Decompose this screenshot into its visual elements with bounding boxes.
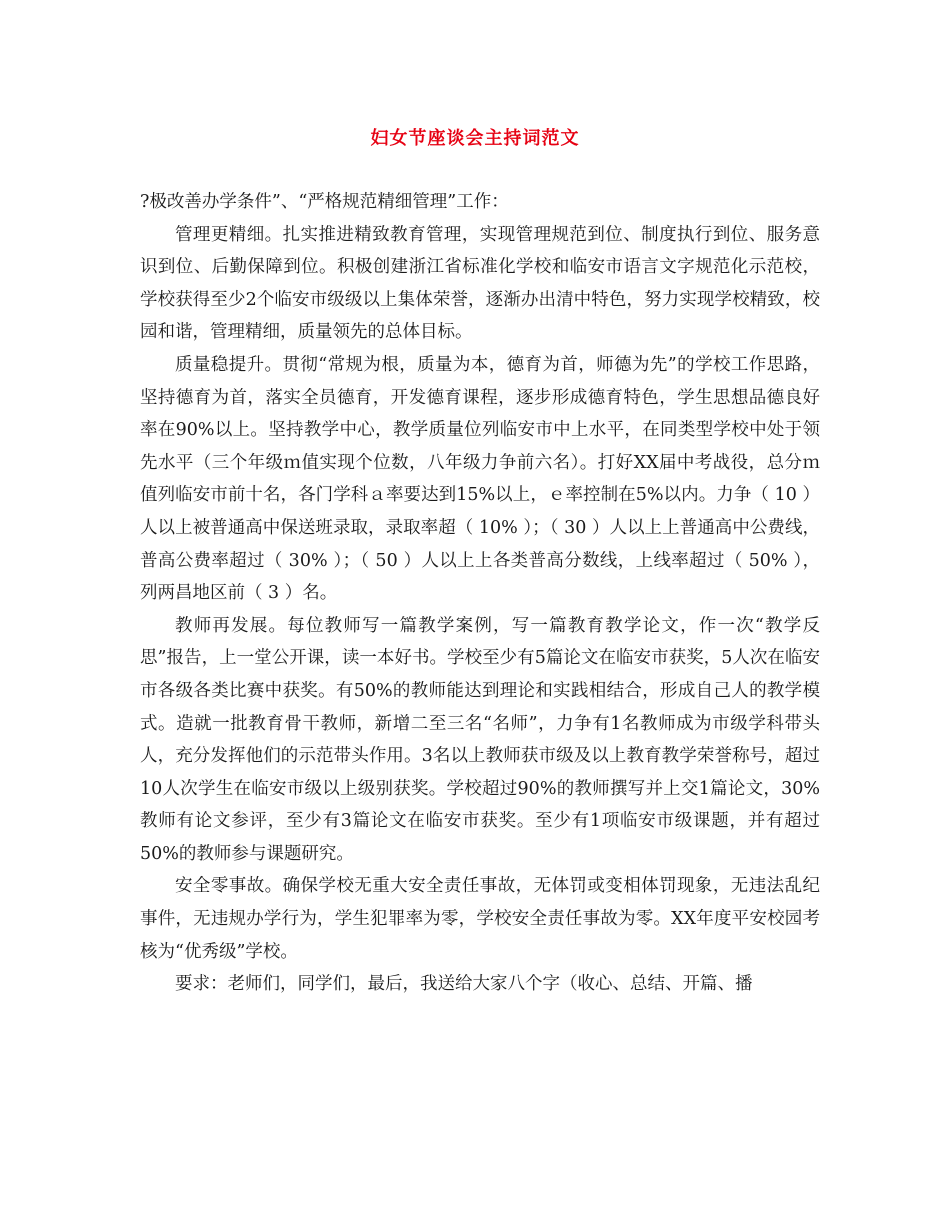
paragraph-requirements: 要求：老师们，同学们，最后，我送给大家八个字（收心、总结、开篇、播 <box>175 974 753 995</box>
paragraph-management: 管理更精细。扎实推进精致教育管理，实现管理规范到位、制度执行到位、服务意识到位、后勤保障到位。积极创建浙江省标准化学校和临安市语言文字规范化示范校，学校获得至少2个临安市级级以上集体荣誉，逐渐办出清中特色，努力实现学校精致，校园和谐，管理精细，质量领先的总体目标。 <box>140 224 820 343</box>
paragraph-intro: ?极改善办学条件”、“严格规范精细管理”工作： <box>140 192 509 212</box>
document-title: 妇女节座谈会主持词范文 <box>370 128 580 149</box>
paragraph-quality: 质量稳提升。贯彻“常规为根，质量为本，德育为首，师德为先”的学校工作思路，坚持德育为首，落实全员德育，开发德育课程，逐步形成德育特色，学生思想品德良好率在90%以上。坚持教学中心，教学质量位列临安市中上水平，在同类型学校中处于领先水平（三个年级ｍ值实现个位数，八年级力争前六名）。打好XX届中考战役，总分ｍ值列临安市前十名，各门学科ａ率要达到15%以上，ｅ率控制在5%以内。力争（ 10 ）人以上被普通高中保送班录取，录取率超（ 10% ）；（ 30 ）人以上上普通高中公费线，普高公费率超过（ 30% ）；（ 50 ）人以上上各类普高分数线，上线率超过（ 50% ），列两昌地区前（ 3 ）名。 <box>140 354 820 604</box>
paragraph-safety: 安全零事故。确保学校无重大安全责任事故，无体罚或变相体罚现象，无违法乱纪事件，无违规办学行为，学生犯罪率为零，学校安全责任事故为零。XX年度平安校园考核为“优秀级”学校。 <box>140 876 820 962</box>
paragraph-teacher-development: 教师再发展。每位教师写一篇教学案例，写一篇教育教学论文，作一次“教学反思”报告，上一堂公开课，读一本好书。学校至少有5篇论文在临安市获奖，5人次在临安市各级各类比赛中获奖。有50%的教师能达到理论和实践相结合，形成自己人的教学模式。造就一批教育骨干教师，新增二至三名“名师”，力争有1名教师成为市级学科带头人，充分发挥他们的示范带头作用。3名以上教师获市级及以上教育教学荣誉称号，超过10人次学生在临安市级以上级别获奖。学校超过90%的教师撰写并上交1篇论文，30%教师有论文参评，至少有3篇论文在临安市获奖。至少有1项临安市级课题，并有超过50%的教师参与课题研究。 <box>140 615 820 864</box>
document-body <box>140 186 820 1001</box>
